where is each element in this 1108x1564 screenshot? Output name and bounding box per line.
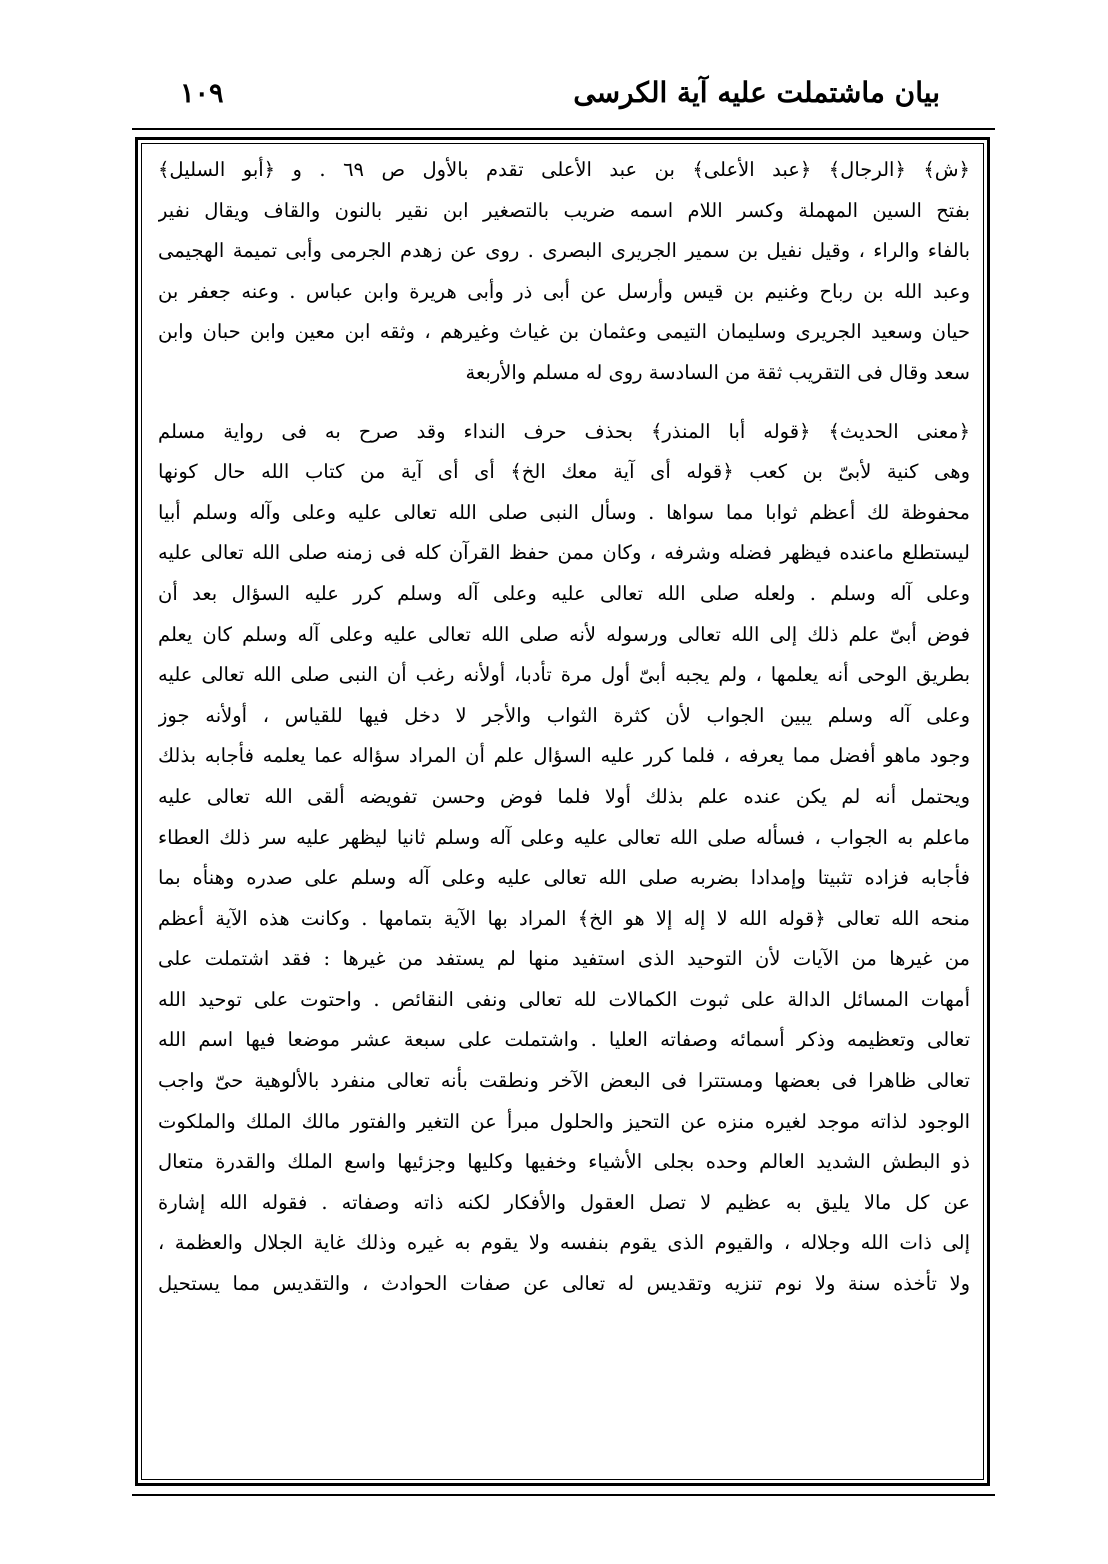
- text-line: ﴿ش﴾ ﴿الرجال﴾ ﴿عبد الأعلى﴾ بن عبد الأعلى تقدم بالأول ص ٦٩ . و ﴿أبو السليل﴾: [158, 158, 970, 181]
- text-line: ليستطلع ماعنده فيظهر فضله وشرفه ، وكان ممن حفظ القرآن كله فى زمنه صلى الله تعالى عليه: [158, 541, 970, 565]
- text-line: فوض أبىّ علم ذلك إلى الله تعالى ورسوله لأنه صلى الله تعالى عليه وعلى آله وسلم كان يعلم: [158, 622, 970, 646]
- text-line: منحه الله تعالى ﴿قوله الله لا إله إلا هو الخ﴾ المراد بها الآية بتمامها . وكانت هذه الآية أعظم: [158, 906, 970, 930]
- paragraph-narrators: [158, 150, 970, 394]
- text-line: بطريق الوحى أنه يعلمها ، ولم يجبه أبىّ أول مرة تأدبا، أولأنه رغب أن النبى صلى الله تعالى عليه: [158, 663, 970, 687]
- text-line: بفتح السين المهملة وكسر اللام اسمه ضريب بالتصغير ابن نقير بالنون والقاف ويقال نفير: [158, 198, 970, 222]
- text-line: محفوظة لك أعظم ثوابا مما سواها . وسأل النبى صلى الله تعالى عليه وعلى وآله وسلم أبيا: [158, 500, 970, 524]
- running-title: بيان ماشتملت عليه آية الكرسى: [573, 76, 940, 109]
- text-line: وعبد الله بن رباح وغنيم بن قيس وأرسل عن أبى ذر وأبى هريرة وابن عباس . وعنه جعفر بن: [158, 279, 970, 303]
- text-line: ذو البطش الشديد العالم وحده بجلى الأشياء وخفيها وكليها وجزئيها واسع الملك والقدرة متعال: [158, 1150, 970, 1174]
- text-line: من غيرها من الآيات لأن التوحيد الذى استفيد منها لم يستفد من غيرها : فقد اشتملت على: [158, 947, 970, 971]
- text-line: فأجابه فزاده تثبيتا وإمدادا بضربه صلى الله تعالى عليه وعلى آله وسلم على صدره وهنأه بما: [158, 866, 970, 890]
- text-line: وهى كنية لأبىّ بن كعب ﴿قوله أى آية معك الخ﴾ أى أى آية من كتاب الله حال كونها: [158, 460, 970, 484]
- text-line: وجود ماهو أفضل مما يعرفه ، فلما كرر عليه السؤال علم أن المراد سؤاله عما يعلمه فأجابه بذلك: [158, 744, 970, 768]
- text-line: الوجود لذاته موجد لغيره منزه عن التحيز والحلول مبرأ عن التغير والفتور مالك الملك والملكوت: [158, 1109, 970, 1133]
- text-line: بالفاء والراء ، وقيل نفيل بن سمير الجريرى البصرى . روى عن زهدم الجرمى وأبى تميمة الهجيمى: [158, 239, 970, 263]
- text-line: إلى ذات الله وجلاله ، والقيوم الذى يقوم بنفسه ولا يقوم به غيره وذلك غاية الجلال والعظمة ،: [158, 1231, 970, 1255]
- text-line: وعلى آله وسلم يبين الجواب لأن كثرة الثواب والأجر لا دخل فيها للقياس ، أولأنه جوز: [158, 703, 970, 727]
- text-line: ويحتمل أنه لم يكن عنده علم بذلك أولا فلما فوض وحسن تفويضه ألقى الله تعالى عليه: [158, 784, 970, 808]
- page-header: [140, 70, 940, 120]
- text-body: [158, 150, 970, 1305]
- page-number: ١٠٩: [180, 78, 224, 109]
- text-line: أمهات المسائل الدالة على ثبوت الكمالات لله تعالى ونفى النقائص . واحتوت على توحيد الله: [158, 987, 970, 1011]
- bottom-rule: [132, 1494, 995, 1496]
- text-line: ولا تأخذه سنة ولا نوم تنزيه وتقديس له تعالى عن صفات الحوادث ، والتقديس مما يستحيل: [158, 1272, 970, 1296]
- text-line: عن كل مالا يليق به عظيم لا تصل العقول والأفكار لكنه ذاته وصفاته . فقوله الله إشارة: [158, 1190, 970, 1214]
- text-line: ﴿معنى الحديث﴾ ﴿قوله أبا المنذر﴾ بحذف حرف النداء وقد صرح به فى رواية مسلم: [158, 419, 970, 443]
- text-line: وعلى آله وسلم . ولعله صلى الله تعالى عليه وعلى آله وسلم كرر عليه السؤال بعد أن: [158, 581, 970, 605]
- top-rule: [132, 128, 995, 130]
- text-line: تعالى وتعظيمه وذكر أسمائه وصفاته العليا . واشتملت على سبعة عشر موضعا فيها اسم الله: [158, 1028, 970, 1052]
- text-line: سعد وقال فى التقريب ثقة من السادسة روى له مسلم والأربعة: [465, 360, 970, 384]
- text-line: ماعلم به الجواب ، فسأله صلى الله تعالى عليه وعلى آله وسلم ثانيا ليظهر عليه سر ذلك العطاء: [158, 825, 970, 849]
- text-line: حيان وسعيد الجريرى وسليمان التيمى وعثمان بن غياث وغيرهم ، وثقه ابن معين وابن حبان وابن: [158, 320, 970, 344]
- paragraph-gap: [158, 394, 970, 412]
- paragraph-meaning: [158, 412, 970, 1305]
- text-line: تعالى ظاهرا فى بعضها ومستترا فى البعض الآخر ونطقت بأنه تعالى منفرد بالألوهية حىّ واجب: [158, 1069, 970, 1093]
